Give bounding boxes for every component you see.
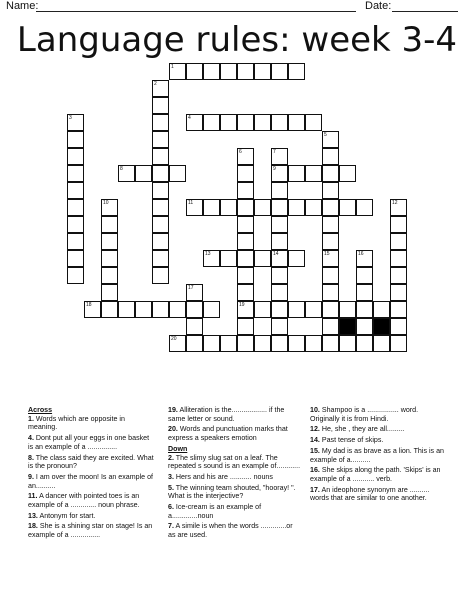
clue-text: Antonym for start. — [39, 511, 96, 520]
grid-cell[interactable] — [237, 335, 254, 352]
grid-cell[interactable] — [67, 114, 84, 131]
grid-cell[interactable] — [203, 114, 220, 131]
clue-text: Past tense of skips. — [321, 436, 384, 445]
grid-cell[interactable] — [67, 199, 84, 216]
clue-item — [28, 434, 156, 451]
grid-cell[interactable] — [339, 199, 356, 216]
grid-cell[interactable] — [305, 165, 322, 182]
clue-number: 5 — [324, 132, 327, 138]
clue-number: 12 — [392, 200, 398, 206]
clue-number: 7 — [273, 149, 276, 155]
clue-item — [168, 503, 301, 520]
grid-cell[interactable] — [101, 233, 118, 250]
clue-text: He, she , they are all......... — [321, 425, 405, 434]
grid-cell[interactable] — [271, 114, 288, 131]
grid-cell[interactable] — [101, 267, 118, 284]
grid-cell[interactable] — [254, 199, 271, 216]
clue-text: Alliteration is the.................. if the same letter or sound. — [168, 406, 285, 423]
clue-item — [168, 473, 301, 482]
grid-cell[interactable] — [237, 199, 254, 216]
grid-cell[interactable] — [237, 114, 254, 131]
grid-cell[interactable] — [152, 165, 169, 182]
grid-cell[interactable] — [186, 199, 203, 216]
grid-cell[interactable] — [67, 216, 84, 233]
grid-cell[interactable] — [356, 267, 373, 284]
grid-cell[interactable] — [152, 250, 169, 267]
clue-text: Hers and his are ........... nouns — [175, 472, 273, 481]
clue-item — [28, 473, 156, 490]
clue-item — [28, 492, 156, 509]
clue-number: 19 — [239, 302, 245, 308]
grid-cell[interactable] — [288, 335, 305, 352]
clue-item — [168, 425, 301, 442]
grid-cell[interactable] — [203, 301, 220, 318]
grid-cell[interactable] — [254, 335, 271, 352]
grid-cell[interactable] — [152, 114, 169, 131]
grid-cell[interactable] — [356, 284, 373, 301]
clue-number-label: 9. — [28, 472, 34, 481]
grid-cell[interactable] — [152, 97, 169, 114]
grid-cell[interactable] — [203, 335, 220, 352]
clue-item — [28, 512, 156, 521]
grid-cell[interactable] — [152, 267, 169, 284]
grid-cell[interactable] — [237, 284, 254, 301]
grid-cell[interactable] — [339, 165, 356, 182]
grid-cell[interactable] — [271, 301, 288, 318]
grid-cell[interactable] — [67, 165, 84, 182]
grid-cell[interactable] — [220, 199, 237, 216]
clue-column-1 — [28, 406, 156, 542]
grid-cell[interactable] — [220, 63, 237, 80]
grid-cell[interactable] — [67, 148, 84, 165]
grid-cell[interactable] — [67, 182, 84, 199]
grid-cell[interactable] — [356, 318, 373, 335]
grid-cell[interactable] — [67, 131, 84, 148]
clue-item — [168, 454, 301, 471]
grid-cell[interactable] — [237, 63, 254, 80]
clue-number: 1 — [171, 64, 174, 70]
clue-item — [28, 454, 156, 471]
clue-item — [28, 415, 156, 432]
grid-cell[interactable] — [152, 182, 169, 199]
clue-number-label: 7. — [168, 522, 174, 531]
clue-number-label: 13. — [28, 511, 38, 520]
grid-cell[interactable] — [152, 80, 169, 97]
grid-cell[interactable] — [322, 301, 339, 318]
grid-cell[interactable] — [356, 301, 373, 318]
grid-cell[interactable] — [254, 114, 271, 131]
grid-cell[interactable] — [237, 216, 254, 233]
grid-cell[interactable] — [390, 267, 407, 284]
grid-cell[interactable] — [271, 267, 288, 284]
clue-text: The slimy slug sat on a leaf. The repeated s sound is an example of............ — [168, 453, 301, 471]
clue-item — [310, 447, 446, 464]
grid-cell[interactable] — [186, 335, 203, 352]
grid-cell[interactable] — [271, 165, 288, 182]
grid-cell[interactable] — [373, 301, 390, 318]
grid-cell[interactable] — [67, 250, 84, 267]
clue-text: Shampoo is a ................ word. Originally it is from Hindi. — [310, 406, 419, 423]
clue-item — [168, 522, 301, 539]
grid-cell[interactable] — [322, 216, 339, 233]
clue-item — [310, 436, 446, 445]
grid-block — [339, 318, 356, 335]
clue-number: 9 — [273, 166, 276, 172]
clue-number-label: 8. — [28, 453, 34, 462]
grid-cell[interactable] — [373, 335, 390, 352]
grid-cell[interactable] — [288, 114, 305, 131]
grid-cell[interactable] — [220, 250, 237, 267]
grid-cell[interactable] — [186, 284, 203, 301]
clue-number-label: 1. — [28, 414, 34, 423]
grid-cell[interactable] — [322, 318, 339, 335]
clue-text: A dancer with pointed toes is an example of a ............. noun phrase. — [28, 492, 140, 510]
grid-cell[interactable] — [254, 63, 271, 80]
clue-text: The winning team shouted, "hooray! ". What is the interjective? — [168, 483, 296, 501]
grid-cell[interactable] — [152, 216, 169, 233]
grid-cell[interactable] — [271, 199, 288, 216]
clue-number-label: 15. — [310, 446, 320, 455]
page-title: Language rules: week 3-4 — [16, 20, 458, 60]
grid-cell[interactable] — [237, 233, 254, 250]
grid-cell[interactable] — [271, 182, 288, 199]
clue-number: 15 — [324, 251, 330, 257]
grid-cell[interactable] — [186, 114, 203, 131]
grid-cell[interactable] — [237, 148, 254, 165]
grid-cell[interactable] — [101, 216, 118, 233]
grid-cell[interactable] — [271, 233, 288, 250]
grid-cell[interactable] — [152, 131, 169, 148]
grid-cell[interactable] — [271, 63, 288, 80]
clue-text: Ice-cream is an example of a.............noun — [168, 503, 262, 520]
grid-cell[interactable] — [390, 199, 407, 216]
clue-item — [310, 406, 446, 423]
grid-cell[interactable] — [339, 335, 356, 352]
grid-cell[interactable] — [322, 267, 339, 284]
grid-cell[interactable] — [203, 63, 220, 80]
grid-cell[interactable] — [237, 301, 254, 318]
clue-number-label: 11. — [28, 492, 38, 501]
clue-number: 20 — [171, 336, 177, 342]
clue-text: A simile is when the words .............or as are used. — [168, 522, 293, 540]
clue-text: An ideophone synonym are .......... words that are similar to one another. — [310, 485, 430, 503]
clue-text: My dad is as brave as a lion. This is an example of a.......... — [310, 446, 444, 464]
grid-cell[interactable] — [169, 301, 186, 318]
clue-number-label: 2. — [168, 453, 174, 462]
grid-cell[interactable] — [288, 63, 305, 80]
grid-cell[interactable] — [169, 165, 186, 182]
grid-cell[interactable] — [390, 250, 407, 267]
clue-number-label: 20. — [168, 425, 178, 434]
grid-cell[interactable] — [322, 250, 339, 267]
clue-text: I am over the moon! Is an example of an.......... — [28, 472, 154, 490]
grid-cell[interactable] — [271, 148, 288, 165]
grid-cell[interactable] — [305, 335, 322, 352]
down-heading: Down — [168, 444, 188, 453]
grid-cell[interactable] — [390, 318, 407, 335]
clue-item — [310, 425, 446, 434]
clue-item — [168, 406, 301, 423]
grid-cell[interactable] — [237, 267, 254, 284]
clue-column-2 — [168, 406, 301, 542]
clue-number: 14 — [273, 251, 279, 257]
grid-cell[interactable] — [288, 250, 305, 267]
clue-number-label: 4. — [28, 434, 34, 443]
clue-text: Dont put all your eggs in one basket is an example of a ............... — [28, 434, 150, 451]
clue-number-label: 12. — [310, 425, 320, 434]
clue-number-label: 17. — [310, 485, 320, 494]
clue-number-label: 18. — [28, 522, 38, 531]
grid-cell[interactable] — [390, 335, 407, 352]
grid-cell[interactable] — [254, 301, 271, 318]
grid-cell[interactable] — [288, 165, 305, 182]
grid-cell[interactable] — [237, 250, 254, 267]
grid-cell[interactable] — [322, 335, 339, 352]
grid-cell[interactable] — [390, 216, 407, 233]
grid-cell[interactable] — [220, 335, 237, 352]
grid-cell[interactable] — [271, 318, 288, 335]
clue-number: 10 — [103, 200, 109, 206]
grid-cell[interactable] — [322, 148, 339, 165]
clue-number-label: 3. — [168, 472, 174, 481]
grid-cell[interactable] — [186, 63, 203, 80]
grid-cell[interactable] — [322, 284, 339, 301]
clue-number-label: 6. — [168, 503, 174, 512]
grid-cell[interactable] — [220, 114, 237, 131]
clue-number: 17 — [188, 285, 194, 291]
clue-text: Words and punctuation marks that express a speakers emotion — [168, 425, 288, 443]
grid-cell[interactable] — [101, 199, 118, 216]
grid-cell[interactable] — [169, 63, 186, 80]
clue-number: 13 — [205, 251, 211, 257]
grid-cell[interactable] — [339, 301, 356, 318]
grid-cell[interactable] — [288, 301, 305, 318]
clue-number: 4 — [188, 115, 191, 121]
grid-cell[interactable] — [152, 148, 169, 165]
grid-cell[interactable] — [390, 233, 407, 250]
grid-cell[interactable] — [67, 233, 84, 250]
grid-cell[interactable] — [305, 114, 322, 131]
clue-number-label: 16. — [310, 466, 320, 475]
grid-cell[interactable] — [271, 335, 288, 352]
grid-cell[interactable] — [305, 301, 322, 318]
grid-cell[interactable] — [322, 131, 339, 148]
grid-cell[interactable] — [254, 250, 271, 267]
clue-number: 2 — [154, 81, 157, 87]
grid-cell[interactable] — [84, 301, 101, 318]
grid-cell[interactable] — [203, 199, 220, 216]
clue-item — [310, 486, 446, 503]
grid-cell[interactable] — [152, 199, 169, 216]
grid-cell[interactable] — [390, 284, 407, 301]
across-heading: Across — [28, 406, 53, 414]
grid-cell[interactable] — [237, 165, 254, 182]
grid-cell[interactable] — [203, 250, 220, 267]
grid-cell[interactable] — [186, 301, 203, 318]
clue-number-label: 5. — [168, 483, 174, 492]
clue-number: 8 — [120, 166, 123, 172]
grid-cell[interactable] — [322, 182, 339, 199]
grid-cell[interactable] — [135, 165, 152, 182]
grid-cell[interactable] — [271, 250, 288, 267]
clue-number: 3 — [69, 115, 72, 121]
clue-number: 6 — [239, 149, 242, 155]
clue-text: She skips along the path. 'Skips' is an example of a ........... verb. — [310, 466, 441, 483]
grid-cell[interactable] — [101, 301, 118, 318]
grid-cell[interactable] — [118, 301, 135, 318]
grid-cell[interactable] — [169, 335, 186, 352]
clue-text: The class said they are excited. What is the pronoun? — [28, 453, 154, 471]
grid-cell[interactable] — [101, 250, 118, 267]
grid-cell[interactable] — [305, 199, 322, 216]
clue-item — [310, 466, 446, 483]
clue-item — [28, 522, 156, 539]
grid-cell[interactable] — [356, 250, 373, 267]
grid-cell[interactable] — [67, 267, 84, 284]
grid-block — [373, 318, 390, 335]
date-label: Date: — [365, 0, 392, 12]
clue-number: 11 — [188, 200, 194, 206]
grid-cell[interactable] — [288, 199, 305, 216]
clue-number: 16 — [358, 251, 364, 257]
clue-column-3 — [310, 406, 446, 505]
clue-text: She is a shining star on stage! Is an example of a ............... — [28, 522, 153, 540]
grid-cell[interactable] — [322, 165, 339, 182]
clue-number: 18 — [86, 302, 92, 308]
grid-cell[interactable] — [356, 335, 373, 352]
clue-text: Words which are opposite in meaning. — [28, 414, 125, 432]
grid-cell[interactable] — [390, 301, 407, 318]
grid-cell[interactable] — [186, 318, 203, 335]
grid-cell[interactable] — [271, 216, 288, 233]
grid-cell[interactable] — [237, 318, 254, 335]
clue-number-label: 19. — [168, 406, 178, 414]
clue-number-label: 14. — [310, 436, 320, 445]
grid-cell[interactable] — [135, 301, 152, 318]
grid-cell[interactable] — [152, 233, 169, 250]
grid-cell[interactable] — [271, 284, 288, 301]
clue-item — [168, 484, 301, 501]
grid-cell[interactable] — [237, 182, 254, 199]
grid-cell[interactable] — [152, 301, 169, 318]
name-label: Name: — [6, 0, 39, 12]
grid-cell[interactable] — [356, 199, 373, 216]
grid-cell[interactable] — [322, 199, 339, 216]
grid-cell[interactable] — [322, 233, 339, 250]
grid-cell[interactable] — [101, 284, 118, 301]
clue-number-label: 10. — [310, 406, 320, 414]
grid-cell[interactable] — [118, 165, 135, 182]
